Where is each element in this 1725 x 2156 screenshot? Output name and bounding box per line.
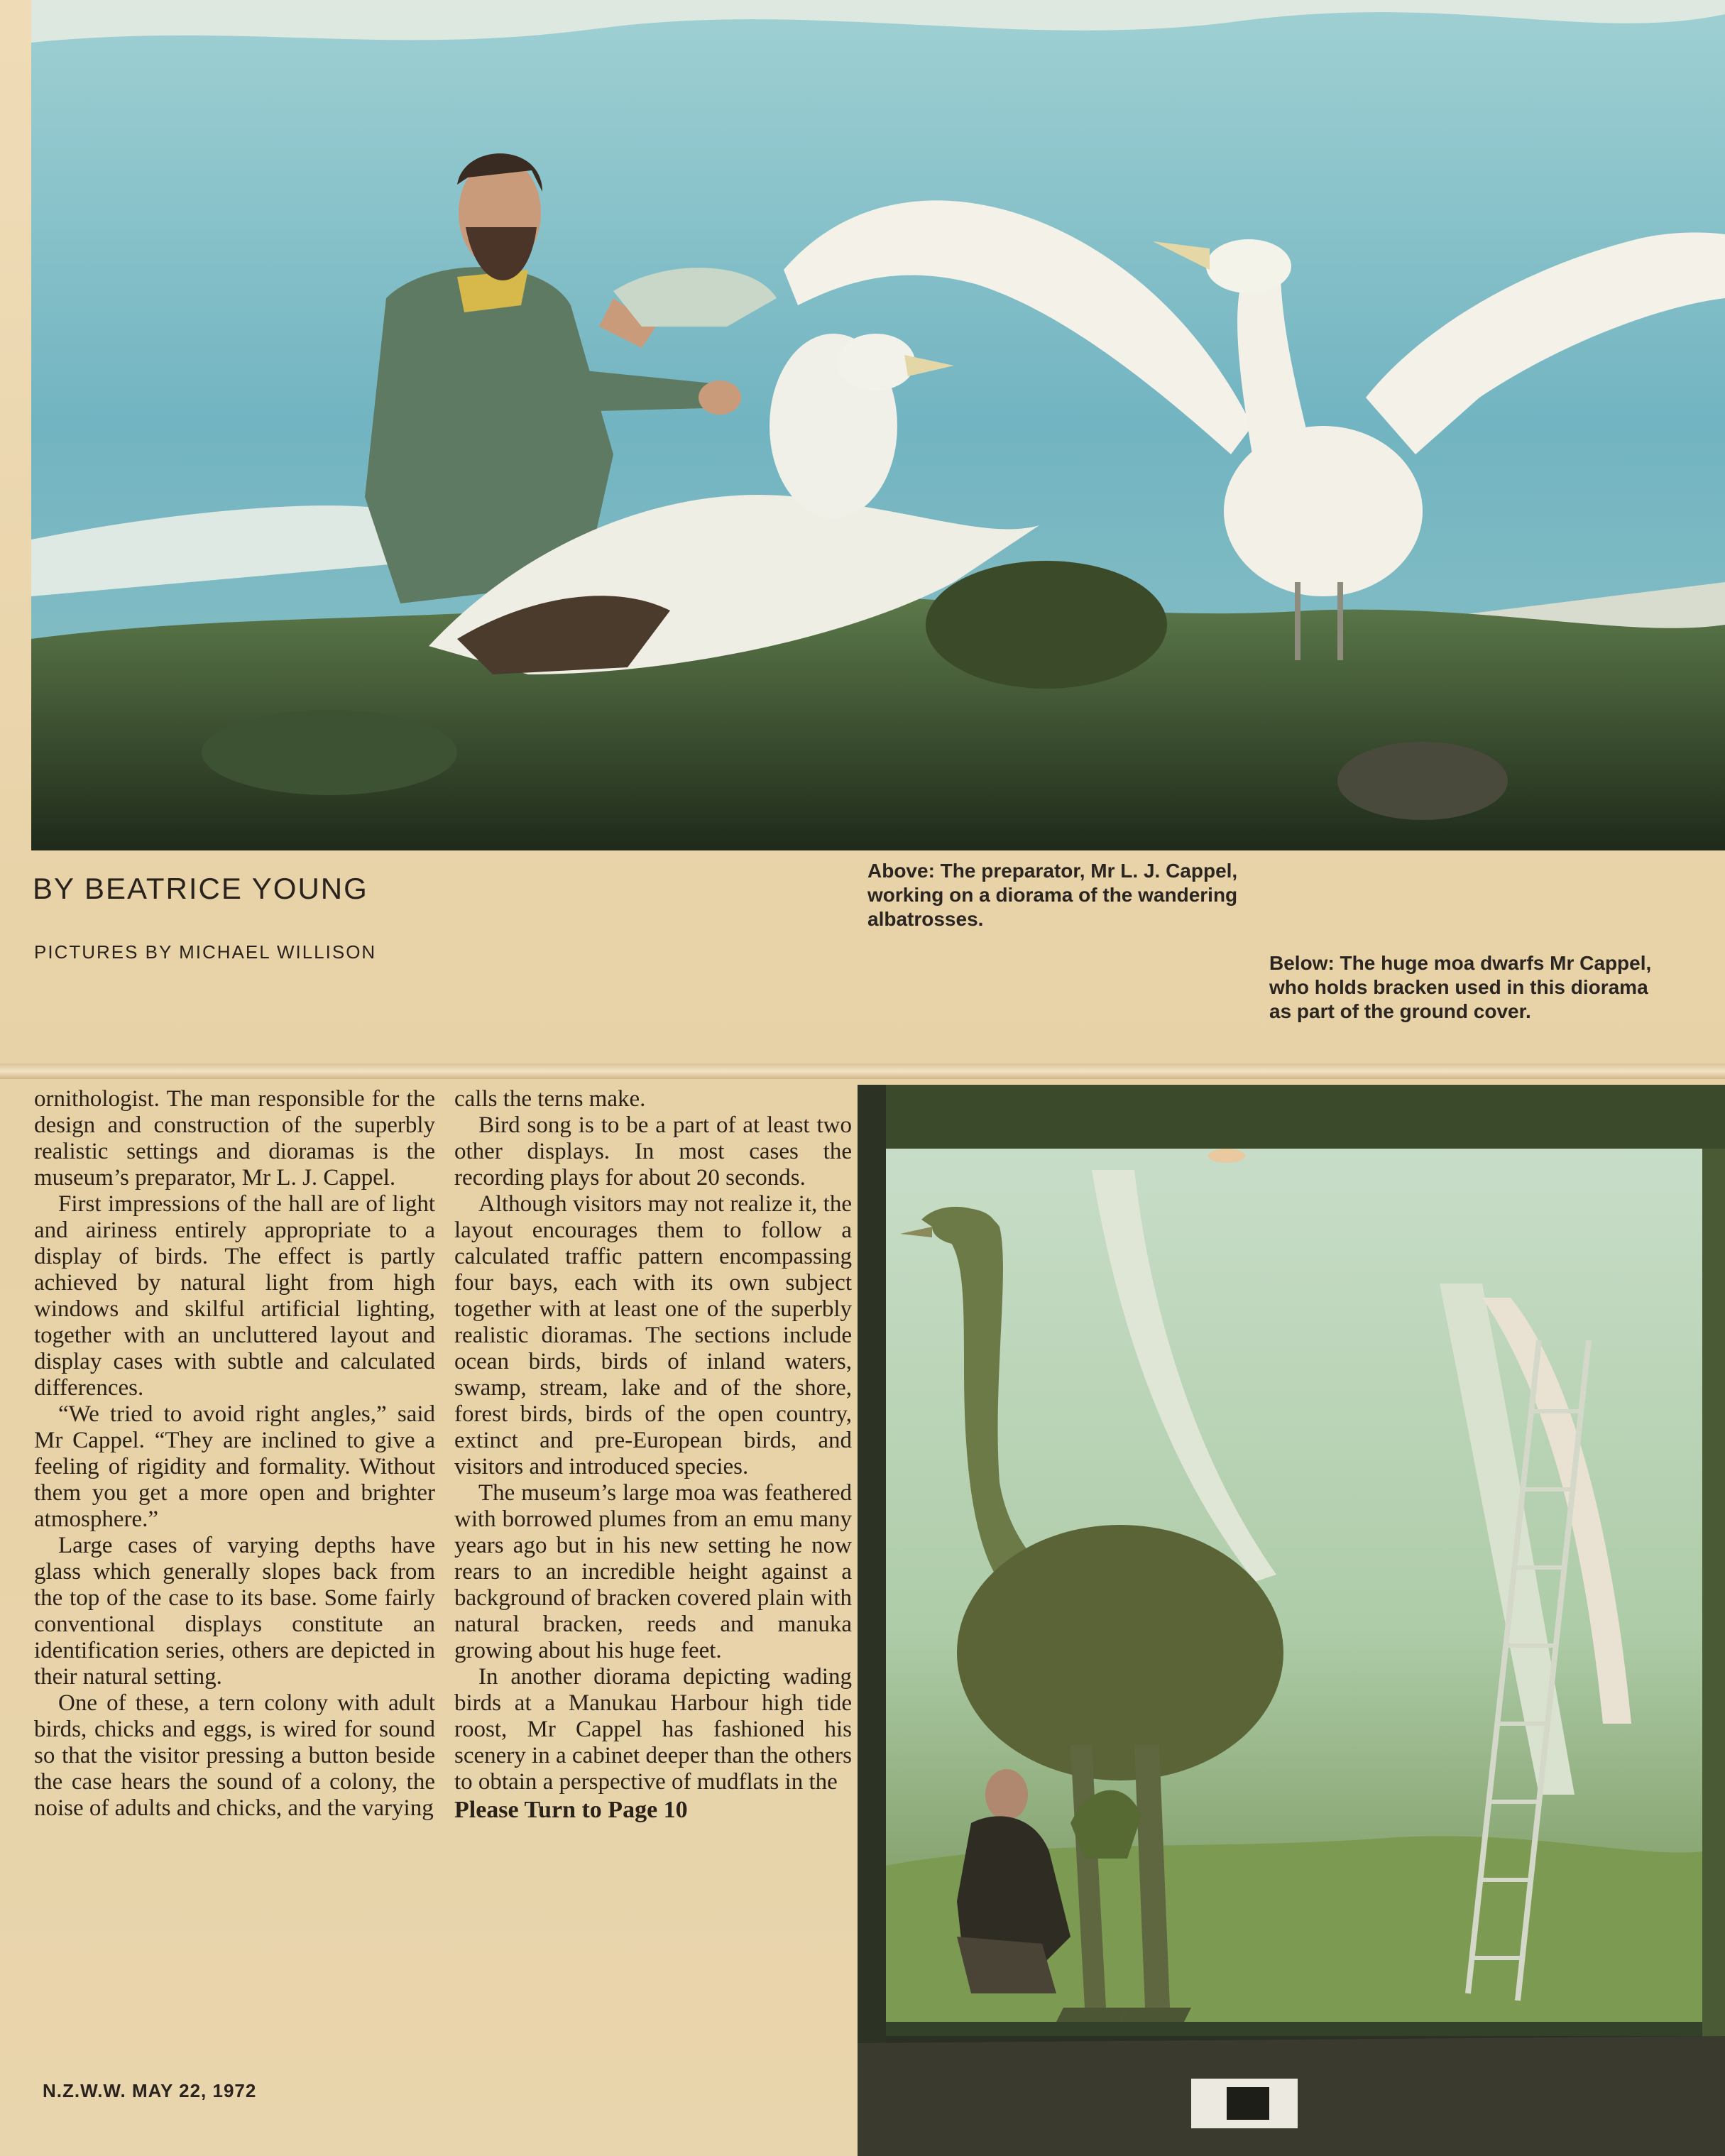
paragraph: Large cases of varying depths have glass which generally slopes back from the top of the case to its base. Some fairly conventional displays constitute an identification series, others are depicted in their natural setting. <box>34 1533 435 1690</box>
moa-diorama-photo <box>858 1085 1725 2156</box>
paragraph: “We tried to avoid right angles,” said Mr Cappel. “They are inclined to give a feeling of rigidity and formality. Without them you get a more open and brighter atmosphere.” <box>34 1401 435 1532</box>
continued-notice: Please Turn to Page 10 <box>454 1797 688 1823</box>
photo-credits: PICTURES BY MICHAEL WILLISON <box>34 941 377 963</box>
byline: BY BEATRICE YOUNG <box>33 872 368 905</box>
paragraph: In another diorama depicting wading birds at a Manukau Harbour high tide roost, Mr Cappel has fashioned his scenery in a cabinet deeper than the others to obtain a perspective of mudflats in the <box>454 1664 852 1795</box>
caption-below: Below: The huge moa dwarfs Mr Cappel, who holds bracken used in this diorama as part of the ground cover. <box>1269 952 1652 1022</box>
albatross-photo-illustration <box>31 0 1725 850</box>
text-column-1 <box>34 1086 435 1822</box>
text-column-2 <box>454 1086 852 1823</box>
paragraph: Although visitors may not realize it, the layout encourages them to follow a calculated traffic pattern encompassing four bays, each with its own subject together with at least one of the superbly realistic dioramas. The sections include ocean birds, birds of inland waters, swamp, stream, lake and of the shore, forest birds, birds of the open country, extinct and pre-European birds, and visitors and introduced species. <box>454 1191 852 1479</box>
paragraph: ornithologist. The man responsible for the design and construction of the superbly realistic settings and dioramas is the museum’s preparator, Mr L. J. Cappel. <box>34 1086 435 1191</box>
paragraph: First impressions of the hall are of light and airiness entirely appropriate to a display of birds. The effect is partly achieved by natural light from high windows and skilful artificial lighting, together with an uncluttered layout and display cases with subtle and calculated differences. <box>34 1191 435 1401</box>
paragraph: One of these, a tern colony with adult birds, chicks and eggs, is wired for sound so that the visitor pressing a button beside the case hears the sound of a colony, the noise of adults and chicks, and the varying <box>34 1690 435 1821</box>
caption-above: Above: The preparator, Mr L. J. Cappel, working on a diorama of the wandering albatrosses. <box>867 860 1238 930</box>
paragraph: Bird song is to be a part of at least two other displays. In most cases the recording plays for about 20 seconds. <box>454 1112 852 1191</box>
paper-fold-line <box>0 1063 1725 1079</box>
albatross-diorama-photo <box>31 0 1725 850</box>
paragraph: The museum’s large moa was feathered with borrowed plumes from an emu many years ago but in his new setting he now rears to an incredible height against a background of bracken covered plain with natural bracken, reeds and manuka growing about his huge feet. <box>454 1480 852 1663</box>
moa-photo-illustration <box>858 1085 1725 2156</box>
paragraph: calls the terns make. <box>454 1086 646 1112</box>
issue-dateline: N.Z.W.W. MAY 22, 1972 <box>43 2080 257 2101</box>
